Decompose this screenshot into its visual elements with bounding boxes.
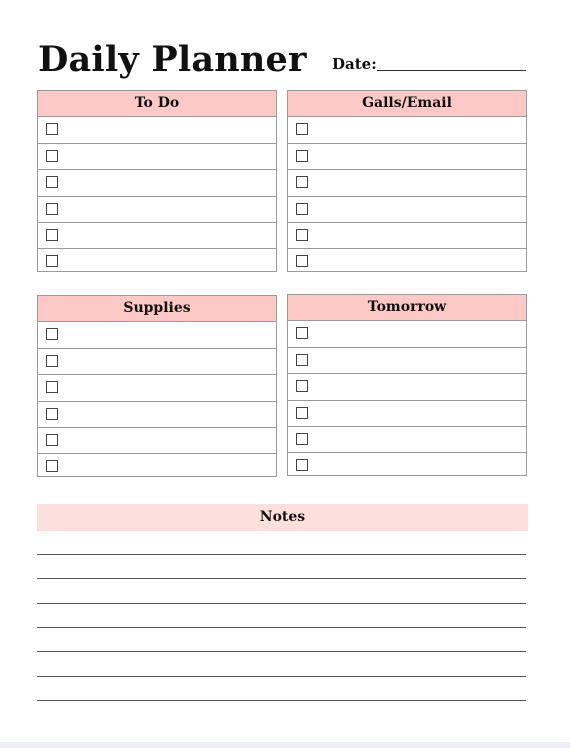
- checkbox[interactable]: [296, 433, 308, 445]
- supplies-row[interactable]: [38, 348, 276, 374]
- note-line[interactable]: [37, 676, 526, 677]
- section-todo: [37, 90, 277, 272]
- section-tomorrow: [287, 294, 527, 476]
- checkbox[interactable]: [46, 408, 58, 420]
- checkbox[interactable]: [46, 150, 58, 162]
- note-line[interactable]: [37, 554, 526, 555]
- notes-header: Notes: [37, 504, 528, 531]
- note-line[interactable]: [37, 651, 526, 652]
- checkbox[interactable]: [296, 150, 308, 162]
- note-line[interactable]: [37, 700, 526, 701]
- calls-row[interactable]: [288, 143, 526, 169]
- tomorrow-row[interactable]: [288, 426, 526, 452]
- checkbox[interactable]: [46, 381, 58, 393]
- date-field[interactable]: [377, 70, 526, 71]
- section-title-todo: To Do: [38, 91, 276, 117]
- date-label: Date:: [332, 55, 377, 73]
- checkbox[interactable]: [46, 434, 58, 446]
- tomorrow-row[interactable]: [288, 347, 526, 373]
- note-line[interactable]: [37, 627, 526, 628]
- tomorrow-row[interactable]: [288, 452, 526, 478]
- calls-row[interactable]: [288, 169, 526, 195]
- checkbox[interactable]: [296, 327, 308, 339]
- todo-row[interactable]: [38, 117, 276, 143]
- section-title-tomorrow: Tomorrow: [288, 295, 526, 321]
- calls-row[interactable]: [288, 196, 526, 222]
- checkbox[interactable]: [296, 380, 308, 392]
- page-title: Daily Planner: [38, 39, 307, 80]
- section-title-calls-email: Galls/Email: [288, 91, 526, 117]
- checkbox[interactable]: [296, 123, 308, 135]
- checkbox[interactable]: [296, 354, 308, 366]
- section-supplies: [37, 295, 277, 477]
- todo-row[interactable]: [38, 222, 276, 248]
- supplies-row[interactable]: [38, 427, 276, 453]
- checkbox[interactable]: [296, 176, 308, 188]
- note-line[interactable]: [37, 578, 526, 579]
- tomorrow-row[interactable]: [288, 373, 526, 399]
- supplies-row[interactable]: [38, 322, 276, 348]
- calls-row[interactable]: [288, 222, 526, 248]
- checkbox[interactable]: [46, 460, 58, 472]
- supplies-row[interactable]: [38, 401, 276, 427]
- supplies-row[interactable]: [38, 374, 276, 400]
- checkbox[interactable]: [46, 255, 58, 267]
- checkbox[interactable]: [46, 176, 58, 188]
- checkbox[interactable]: [46, 229, 58, 241]
- tomorrow-row[interactable]: [288, 400, 526, 426]
- todo-row[interactable]: [38, 169, 276, 195]
- checkbox[interactable]: [46, 123, 58, 135]
- calls-row[interactable]: [288, 248, 526, 274]
- todo-row[interactable]: [38, 143, 276, 169]
- bottom-strip: [0, 742, 570, 748]
- todo-row[interactable]: [38, 248, 276, 274]
- checkbox[interactable]: [296, 255, 308, 267]
- todo-row[interactable]: [38, 196, 276, 222]
- section-title-supplies: Supplies: [38, 296, 276, 322]
- checkbox[interactable]: [296, 407, 308, 419]
- checkbox[interactable]: [46, 203, 58, 215]
- tomorrow-row[interactable]: [288, 321, 526, 347]
- supplies-row[interactable]: [38, 453, 276, 479]
- checkbox[interactable]: [46, 355, 58, 367]
- checkbox[interactable]: [296, 203, 308, 215]
- note-line[interactable]: [37, 603, 526, 604]
- checkbox[interactable]: [296, 459, 308, 471]
- section-calls-email: [287, 90, 527, 272]
- calls-row[interactable]: [288, 117, 526, 143]
- checkbox[interactable]: [46, 328, 58, 340]
- checkbox[interactable]: [296, 229, 308, 241]
